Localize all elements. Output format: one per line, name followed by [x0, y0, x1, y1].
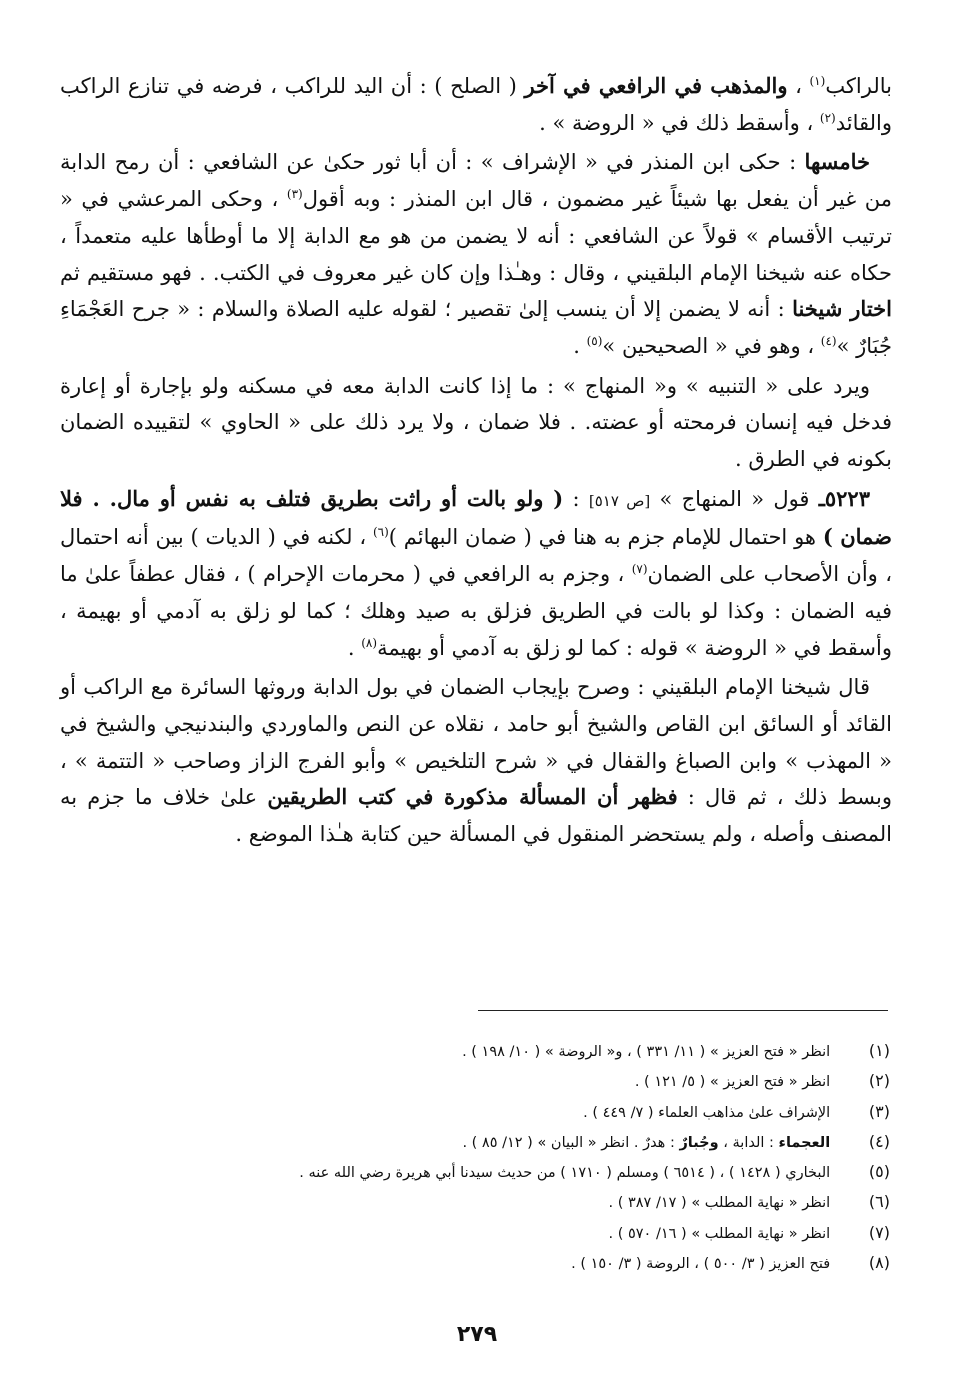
text: .	[573, 333, 587, 358]
paragraph-4	[60, 481, 892, 667]
footnote-bold-term: العجماء	[778, 1134, 831, 1151]
text: :	[563, 486, 589, 511]
footnote-3	[80, 1097, 890, 1127]
text: ، وأسقط ذلك في « الروضة » .	[539, 110, 820, 135]
footnote-ref: (٧)	[631, 562, 648, 577]
footnote-1	[80, 1036, 890, 1066]
text: : أنه لا يضمن إلا أن ينسب إلىٰ تقصير ؛ لقوله عليه الصلاة والسلام : « جرح العَجْمَاءِ جُبَارٌ »	[60, 297, 892, 358]
footnote-bold-term: وجُبارٌ	[679, 1134, 719, 1151]
footnote-ref: (٨)	[361, 635, 378, 650]
issue-number: ٥٢٢٣ـ	[818, 485, 870, 511]
paragraph-5	[60, 669, 892, 853]
footnote-number: (٢)	[868, 1071, 890, 1091]
bold-text: خامسها	[804, 149, 870, 175]
footnote-5	[80, 1157, 890, 1187]
text: علىٰ خلاف ما جزم به المصنف وأصله ، ولم يستحضر المنقول في المسألة حين كتابة هـٰذا الموضع .	[60, 785, 892, 847]
footnote-number: (١)	[868, 1041, 890, 1060]
footnote-ref: (٣)	[286, 187, 303, 202]
footnote-text: البخاري ( ١٤٢٨ ) ، ( ٦٥١٤ ) ومسلم ( ١٧١٠ ) من حديث سيدنا أبي هريرة رضي الله عنه .	[299, 1165, 831, 1182]
text: ، وجزم به الرافعي في ( محرمات الإحرام ) ، فقال عطفاً علىٰ ما فيه الضمان : وكذا لو بالت في الطريق فزلق به صيد وهلك ؛ كما لو زلق به آدمي أو بهيمة ، وأسقط في « الروضة » قوله : كما لو زلق به آدمي أو بهيمة	[60, 562, 892, 660]
paragraph-1	[60, 68, 892, 141]
bold-text: اختار شيخنا	[792, 296, 892, 322]
footnotes	[80, 1036, 890, 1278]
paragraph-3	[60, 368, 892, 478]
footnote-ref: (٦)	[372, 525, 389, 540]
footnote-separator	[478, 1010, 888, 1011]
text: قول « المنهاج »	[650, 486, 819, 511]
footnote-8	[80, 1248, 890, 1278]
text: بالراكب	[825, 74, 892, 98]
footnote-number: (٦)	[868, 1192, 890, 1212]
footnote-6	[80, 1187, 890, 1217]
text: ،	[787, 74, 810, 98]
bold-text: فظهر أن المسألة مذكورة في كتب الطريقين	[267, 784, 678, 810]
footnote-text: انظر « نهاية المطلب » ( ١٦/ ٥٧٠ ) .	[608, 1225, 831, 1242]
text: ( الصلح ) : أن اليد للراكب ، فرضه في تنازع الراكب والقائد	[60, 74, 892, 135]
footnote-text: فتح العزيز ( ٣/ ٥٠٠ ) ، الروضة ( ٣/ ١٥٠ ) .	[571, 1256, 831, 1273]
footnote-number: (٥)	[868, 1162, 890, 1182]
text: ، وحكى المرعشي في « ترتيب الأقسام » قولاً عن الشافعي : أنه لا يضمن من هو مع الدابة إلا ما أوطأها عليه متعمداً ، حكاه عنه شيخنا الإمام البلقيني ، وقال : وهـٰذا وإن كان غير معروف في الكتب. . فهو مستقيم ثم	[60, 187, 892, 285]
footnote-ref: (١)	[809, 74, 826, 88]
footnote-text: انظر « فتح العزيز » ( ١١/ ٣٣١ ) ، و« الروضة » ( ١٠/ ١٩٨ ) .	[462, 1044, 831, 1060]
footnote-ref: (٥)	[586, 333, 603, 348]
paragraph-2	[60, 144, 892, 364]
text: : حكى ابن المنذر في « الإشراف » : أن أبا ثور حكىٰ عن الشافعي : أن رمح الدابة من غير أن يفعل بها شيئاً غير مضمون ، قال ابن المنذر : وبه أقول	[60, 150, 892, 212]
text: .	[347, 635, 362, 660]
footnote-text: انظر « فتح العزيز » ( ٥/ ١٢١ ) .	[634, 1074, 831, 1091]
text: قال شيخنا الإمام البلقيني : وصرح بإيجاب الضمان في بول الدابة وروثها السائرة مع الراكب أو القائد أو السائق ابن القاص والشيخ أبو حامد ، نقلاه عن النص والماوردي والبندنيجي والشيخ في « المهذب » وابن الصباغ والقفال في « شرح التلخيص » وأبو الفرج الزاز وصاحب « التتمة » ، وبسط ذلك ، ثم قال :	[60, 675, 892, 810]
footnote-ref: (٢)	[819, 110, 836, 125]
footnote-text: : الدابة ،	[718, 1134, 779, 1151]
footnote-text: انظر « نهاية المطلب » ( ١٧/ ٣٨٧ ) .	[608, 1195, 831, 1212]
main-text	[60, 68, 892, 853]
text: ويرد على « التنبيه » و« المنهاج » : ما إذا كانت الدابة معه في مسكنه ولو بإجارة أو إعارة فدخل فيه إنسان فرمحته أو عضته. . فلا ضمان ، ولا يرد ذلك على « الحاوي » لتقييده الضمان بكونه في الطرق .	[60, 373, 892, 472]
text: هو احتمال للإمام جزم به هنا في ( ضمان البهائم )	[388, 525, 823, 550]
footnote-text: : هدرٌ . انظر « البيان » ( ١٢/ ٨٥ ) .	[462, 1134, 680, 1151]
footnote-2	[80, 1066, 890, 1096]
footnote-text: الإشراف علىٰ مذاهب العلماء ( ٧/ ٤٤٩ ) .	[583, 1104, 831, 1121]
footnote-number: (٤)	[868, 1131, 890, 1151]
page-number: ٢٧٩	[456, 1322, 498, 1347]
bold-text: والمذهب في الرافعي في آخر	[524, 73, 788, 98]
text: ، وهو في « الصحيحين »	[602, 333, 821, 358]
footnote-number: (٨)	[868, 1253, 890, 1273]
bold-text: ( ولو بالت أو راثت بطريق فتلف به نفس أو مال. . فلا ضمان )	[60, 485, 893, 550]
footnote-7	[80, 1218, 890, 1248]
page-reference: [ص ٥١٧]	[588, 491, 651, 510]
footnote-4	[80, 1127, 890, 1157]
text: ، لكنه في ( الديات ) بين أنه احتمال ، وأن الأصحاب على الضمان	[60, 525, 892, 587]
footnote-number: (٣)	[868, 1101, 890, 1121]
footnote-number: (٧)	[868, 1222, 890, 1242]
footnote-ref: (٤)	[820, 333, 837, 348]
